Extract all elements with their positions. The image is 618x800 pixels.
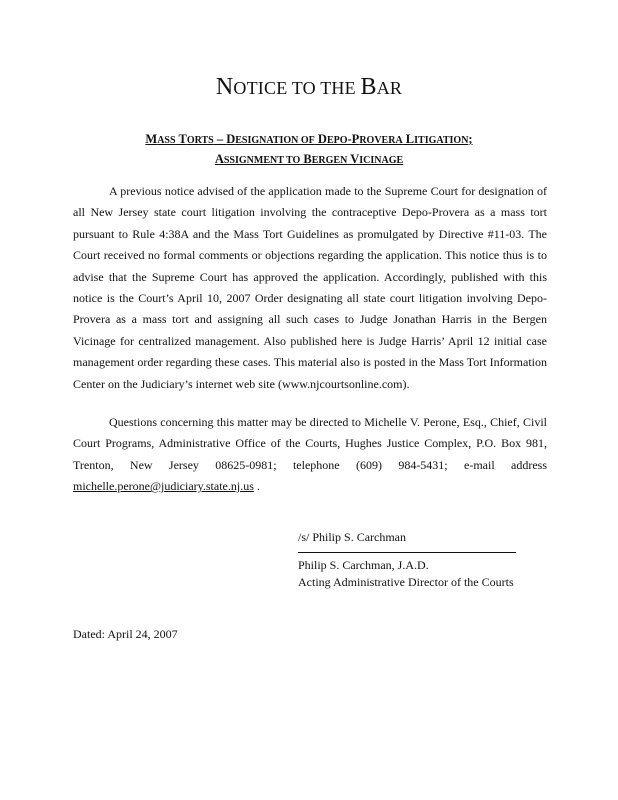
subheading-line1-segment: ITIGATION xyxy=(414,135,469,146)
subheading-line1-segment: ; xyxy=(468,132,473,146)
slash-signature: /s/ Philip S. Carchman xyxy=(298,530,406,544)
signer-name: Philip S. Carchman, J.A.D. xyxy=(298,558,429,572)
body-paragraph-2 xyxy=(73,412,547,498)
signer-title: Acting Administrative Director of the Courts xyxy=(298,575,514,589)
dated-line: Dated: April 24, 2007 xyxy=(73,627,178,641)
subheading-line1-segment: EPO xyxy=(326,135,348,146)
title-cap-n: N xyxy=(215,74,234,100)
subheading-line2-segment: ICINAGE xyxy=(359,155,404,166)
subheading-line1-segment: T xyxy=(175,132,187,146)
paragraph-1-text: A previous notice advised of the application made to the Supreme Court for designation of all New Jersey state court litigation involving the contraceptive Depo-Provera as a mass tort pursuant to Rule 4:38A and the Mass Tort Guidelines as promulgated by Directive #11-03. The Court received no formal comments or objections regarding the application. This notice thus is to advise that the Supreme Court has approved the application. Accordingly, published with this notice is the Court’s April 10, 2007 Order designating all state court litigation involving Depo-Provera as a mass tort and assigning all such cases to Judge Jonathan Harris in the Bergen Vicinage for centralized management. Also published here is Judge Harris’ April 12 initial case management order regarding these cases. This material also is posted in the Mass Tort Information Center on the Judiciary’s internet web site (www.njcourtsonline.com). xyxy=(73,184,547,391)
title-rest-otice: OTICE xyxy=(233,78,288,98)
subheading-line2-segment: B xyxy=(300,152,312,166)
paragraph-2-text: Questions concerning this matter may be directed to Michelle V. Perone, Esq., Chief, Civil Court Programs, Administrative Office of the Courts, Hughes Justice Complex, P.O. Box 981, Trenton, New Jersey 08625-0981; telephone (609) 984-5431; e-mail address xyxy=(73,415,547,472)
page-title xyxy=(0,72,618,103)
subheading-line1-segment: D xyxy=(314,132,327,146)
body-paragraph-1 xyxy=(73,181,547,395)
subheading-line2-segment: SSIGNMENT TO xyxy=(223,155,301,166)
subheading-line1-segment: L xyxy=(402,132,415,146)
subheading-line1-segment: ORTS xyxy=(186,135,214,146)
title-cap-b: B xyxy=(360,74,377,100)
subheading xyxy=(0,130,618,170)
subheading-line2-segment: V xyxy=(347,152,360,166)
email-link[interactable]: michelle.perone@judiciary.state.nj.us xyxy=(73,479,254,494)
subheading-line-2 xyxy=(0,150,618,170)
title-rest-ar: AR xyxy=(376,78,403,98)
subheading-line1-segment: ROVERA xyxy=(359,135,403,146)
signature-block xyxy=(298,557,558,591)
subheading-line2-segment: ERGEN xyxy=(311,155,348,166)
subheading-line-1 xyxy=(0,130,618,150)
subheading-line1-segment: M xyxy=(145,132,158,146)
paragraph-2-end: . xyxy=(253,479,260,494)
subheading-line2-segment: A xyxy=(214,152,224,166)
subheading-line1-segment: – xyxy=(213,132,227,146)
title-middle: TO THE xyxy=(287,78,361,98)
signature-line xyxy=(298,552,516,553)
subheading-line1-segment: -P xyxy=(347,132,360,146)
subheading-line1-segment: ESIGNATION OF xyxy=(235,135,315,146)
subheading-line1-segment: D xyxy=(226,132,236,146)
subheading-line1-segment: ASS xyxy=(157,135,176,146)
